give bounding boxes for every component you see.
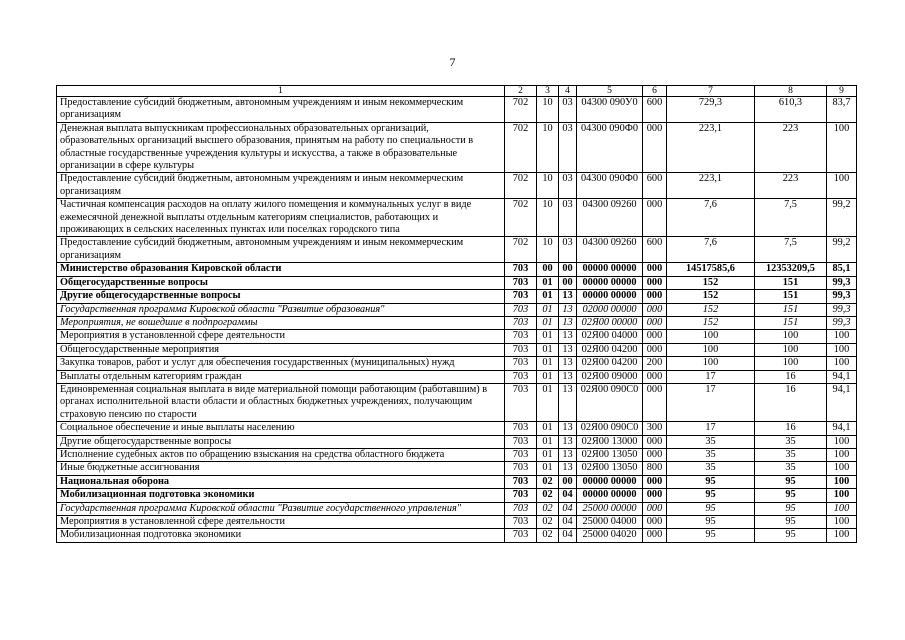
column-header: 3 bbox=[537, 86, 559, 97]
executed-amount-cell: 100 bbox=[755, 343, 827, 356]
target-article-cell: 04300 090Ф0 bbox=[577, 173, 643, 199]
row-name-cell: Частичная компенсация расходов на оплату жилого помещения и коммунальных услуг в виде ежемесячной денежной выплаты отдельным категориям специалистов, работающих и проживающих в сельских населенных пунктах или поселках городского типа bbox=[57, 199, 505, 237]
executed-amount-cell: 610,3 bbox=[755, 97, 827, 123]
table-row bbox=[57, 199, 857, 237]
target-article-cell: 00000 00000 bbox=[577, 489, 643, 502]
planned-amount-cell: 223,1 bbox=[667, 122, 755, 173]
target-article-cell: 02Я00 13050 bbox=[577, 462, 643, 475]
subsection-code-cell: 13 bbox=[559, 422, 577, 435]
table-body bbox=[57, 86, 857, 543]
ministry-code-cell: 703 bbox=[505, 290, 537, 303]
expense-type-cell: 300 bbox=[643, 422, 667, 435]
row-name-cell: Единовременная социальная выплата в виде материальной помощи работающим (работавшим) в органах исполнительной власти области и областных бюджетных учреждениях, получающим страховую пенсию по старости bbox=[57, 383, 505, 421]
ministry-code-cell: 703 bbox=[505, 303, 537, 316]
column-header: 4 bbox=[559, 86, 577, 97]
table-row bbox=[57, 303, 857, 316]
execution-percent-cell: 100 bbox=[827, 330, 857, 343]
executed-amount-cell: 7,5 bbox=[755, 237, 827, 263]
subsection-code-cell: 04 bbox=[559, 489, 577, 502]
ministry-code-cell: 703 bbox=[505, 343, 537, 356]
target-article-cell: 04300 090Ф0 bbox=[577, 122, 643, 173]
expense-type-cell: 000 bbox=[643, 370, 667, 383]
executed-amount-cell: 35 bbox=[755, 435, 827, 448]
ministry-code-cell: 703 bbox=[505, 330, 537, 343]
target-article-cell: 02Я00 090С0 bbox=[577, 383, 643, 421]
execution-percent-cell: 100 bbox=[827, 435, 857, 448]
table-row bbox=[57, 290, 857, 303]
row-name-cell: Государственная программа Кировской области "Развитие государственного управления" bbox=[57, 502, 505, 515]
subsection-code-cell: 13 bbox=[559, 448, 577, 461]
table-row bbox=[57, 516, 857, 529]
target-article-cell: 02Я00 00000 bbox=[577, 316, 643, 329]
table-row bbox=[57, 316, 857, 329]
target-article-cell: 04300 090У0 bbox=[577, 97, 643, 123]
execution-percent-cell: 100 bbox=[827, 502, 857, 515]
row-name-cell: Мероприятия в установленной сфере деятельности bbox=[57, 516, 505, 529]
target-article-cell: 02Я00 13050 bbox=[577, 448, 643, 461]
row-name-cell: Национальная оборона bbox=[57, 475, 505, 488]
execution-percent-cell: 99,3 bbox=[827, 303, 857, 316]
expense-type-cell: 000 bbox=[643, 475, 667, 488]
ministry-code-cell: 703 bbox=[505, 422, 537, 435]
expense-type-cell: 000 bbox=[643, 199, 667, 237]
target-article-cell: 02Я00 090С0 bbox=[577, 422, 643, 435]
target-article-cell: 25000 04000 bbox=[577, 516, 643, 529]
row-name-cell: Мобилизационная подготовка экономики bbox=[57, 489, 505, 502]
ministry-code-cell: 702 bbox=[505, 237, 537, 263]
table-row bbox=[57, 448, 857, 461]
section-code-cell: 01 bbox=[537, 370, 559, 383]
executed-amount-cell: 16 bbox=[755, 383, 827, 421]
expense-type-cell: 000 bbox=[643, 316, 667, 329]
section-code-cell: 10 bbox=[537, 199, 559, 237]
ministry-code-cell: 703 bbox=[505, 316, 537, 329]
planned-amount-cell: 95 bbox=[667, 502, 755, 515]
table-header-row bbox=[57, 86, 857, 97]
table-row bbox=[57, 475, 857, 488]
table-row bbox=[57, 435, 857, 448]
planned-amount-cell: 223,1 bbox=[667, 173, 755, 199]
table-row bbox=[57, 173, 857, 199]
execution-percent-cell: 94,1 bbox=[827, 370, 857, 383]
planned-amount-cell: 17 bbox=[667, 422, 755, 435]
table-row bbox=[57, 502, 857, 515]
subsection-code-cell: 00 bbox=[559, 475, 577, 488]
executed-amount-cell: 151 bbox=[755, 290, 827, 303]
subsection-code-cell: 13 bbox=[559, 330, 577, 343]
executed-amount-cell: 95 bbox=[755, 516, 827, 529]
planned-amount-cell: 95 bbox=[667, 529, 755, 542]
column-header: 2 bbox=[505, 86, 537, 97]
target-article-cell: 00000 00000 bbox=[577, 276, 643, 289]
expense-type-cell: 600 bbox=[643, 97, 667, 123]
ministry-code-cell: 703 bbox=[505, 357, 537, 370]
execution-percent-cell: 100 bbox=[827, 343, 857, 356]
table-row bbox=[57, 529, 857, 542]
section-code-cell: 10 bbox=[537, 237, 559, 263]
subsection-code-cell: 04 bbox=[559, 516, 577, 529]
execution-percent-cell: 100 bbox=[827, 529, 857, 542]
table-row bbox=[57, 489, 857, 502]
ministry-code-cell: 703 bbox=[505, 435, 537, 448]
row-name-cell: Мобилизационная подготовка экономики bbox=[57, 529, 505, 542]
target-article-cell: 04300 09260 bbox=[577, 199, 643, 237]
subsection-code-cell: 00 bbox=[559, 263, 577, 276]
ministry-code-cell: 703 bbox=[505, 276, 537, 289]
table-row bbox=[57, 370, 857, 383]
planned-amount-cell: 95 bbox=[667, 475, 755, 488]
executed-amount-cell: 35 bbox=[755, 448, 827, 461]
executed-amount-cell: 35 bbox=[755, 462, 827, 475]
planned-amount-cell: 17 bbox=[667, 370, 755, 383]
budget-table bbox=[56, 85, 857, 543]
ministry-code-cell: 702 bbox=[505, 97, 537, 123]
planned-amount-cell: 729,3 bbox=[667, 97, 755, 123]
expense-type-cell: 200 bbox=[643, 357, 667, 370]
subsection-code-cell: 00 bbox=[559, 276, 577, 289]
planned-amount-cell: 152 bbox=[667, 290, 755, 303]
planned-amount-cell: 152 bbox=[667, 303, 755, 316]
table-row bbox=[57, 357, 857, 370]
subsection-code-cell: 03 bbox=[559, 237, 577, 263]
row-name-cell: Предоставление субсидий бюджетным, автономным учреждениям и иным некоммерческим организациям bbox=[57, 173, 505, 199]
planned-amount-cell: 35 bbox=[667, 448, 755, 461]
section-code-cell: 01 bbox=[537, 462, 559, 475]
row-name-cell: Социальное обеспечение и иные выплаты населению bbox=[57, 422, 505, 435]
table-row bbox=[57, 276, 857, 289]
row-name-cell: Выплаты отдельным категориям граждан bbox=[57, 370, 505, 383]
subsection-code-cell: 13 bbox=[559, 316, 577, 329]
expense-type-cell: 000 bbox=[643, 263, 667, 276]
column-header: 7 bbox=[667, 86, 755, 97]
planned-amount-cell: 100 bbox=[667, 330, 755, 343]
row-name-cell: Предоставление субсидий бюджетным, автономным учреждениям и иным некоммерческим организациям bbox=[57, 97, 505, 123]
section-code-cell: 02 bbox=[537, 529, 559, 542]
executed-amount-cell: 151 bbox=[755, 316, 827, 329]
ministry-code-cell: 702 bbox=[505, 199, 537, 237]
executed-amount-cell: 151 bbox=[755, 276, 827, 289]
executed-amount-cell: 16 bbox=[755, 422, 827, 435]
table-row bbox=[57, 122, 857, 173]
planned-amount-cell: 100 bbox=[667, 357, 755, 370]
section-code-cell: 01 bbox=[537, 290, 559, 303]
execution-percent-cell: 94,1 bbox=[827, 422, 857, 435]
execution-percent-cell: 100 bbox=[827, 475, 857, 488]
row-name-cell: Закупка товаров, работ и услуг для обеспечения государственных (муниципальных) нужд bbox=[57, 357, 505, 370]
execution-percent-cell: 100 bbox=[827, 448, 857, 461]
execution-percent-cell: 99,3 bbox=[827, 316, 857, 329]
section-code-cell: 10 bbox=[537, 173, 559, 199]
ministry-code-cell: 703 bbox=[505, 370, 537, 383]
executed-amount-cell: 12353209,5 bbox=[755, 263, 827, 276]
target-article-cell: 25000 00000 bbox=[577, 502, 643, 515]
executed-amount-cell: 223 bbox=[755, 173, 827, 199]
table-row bbox=[57, 330, 857, 343]
planned-amount-cell: 17 bbox=[667, 383, 755, 421]
executed-amount-cell: 100 bbox=[755, 357, 827, 370]
planned-amount-cell: 35 bbox=[667, 462, 755, 475]
execution-percent-cell: 100 bbox=[827, 122, 857, 173]
ministry-code-cell: 703 bbox=[505, 516, 537, 529]
execution-percent-cell: 100 bbox=[827, 516, 857, 529]
row-name-cell: Государственная программа Кировской области "Развитие образования" bbox=[57, 303, 505, 316]
section-code-cell: 10 bbox=[537, 97, 559, 123]
expense-type-cell: 600 bbox=[643, 237, 667, 263]
column-header: 8 bbox=[755, 86, 827, 97]
execution-percent-cell: 83,7 bbox=[827, 97, 857, 123]
ministry-code-cell: 702 bbox=[505, 122, 537, 173]
table-row bbox=[57, 263, 857, 276]
section-code-cell: 01 bbox=[537, 343, 559, 356]
executed-amount-cell: 151 bbox=[755, 303, 827, 316]
section-code-cell: 02 bbox=[537, 475, 559, 488]
target-article-cell: 00000 00000 bbox=[577, 290, 643, 303]
subsection-code-cell: 03 bbox=[559, 173, 577, 199]
executed-amount-cell: 95 bbox=[755, 502, 827, 515]
row-name-cell: Общегосударственные вопросы bbox=[57, 276, 505, 289]
ministry-code-cell: 703 bbox=[505, 489, 537, 502]
target-article-cell: 00000 00000 bbox=[577, 475, 643, 488]
row-name-cell: Иные бюджетные ассигнования bbox=[57, 462, 505, 475]
executed-amount-cell: 95 bbox=[755, 529, 827, 542]
planned-amount-cell: 7,6 bbox=[667, 199, 755, 237]
subsection-code-cell: 03 bbox=[559, 199, 577, 237]
section-code-cell: 02 bbox=[537, 502, 559, 515]
table-row bbox=[57, 422, 857, 435]
column-header: 5 bbox=[577, 86, 643, 97]
planned-amount-cell: 7,6 bbox=[667, 237, 755, 263]
ministry-code-cell: 703 bbox=[505, 263, 537, 276]
expense-type-cell: 000 bbox=[643, 448, 667, 461]
expense-type-cell: 000 bbox=[643, 489, 667, 502]
section-code-cell: 01 bbox=[537, 422, 559, 435]
execution-percent-cell: 100 bbox=[827, 462, 857, 475]
section-code-cell: 01 bbox=[537, 316, 559, 329]
subsection-code-cell: 04 bbox=[559, 529, 577, 542]
target-article-cell: 02Я00 04000 bbox=[577, 330, 643, 343]
executed-amount-cell: 7,5 bbox=[755, 199, 827, 237]
expense-type-cell: 000 bbox=[643, 330, 667, 343]
subsection-code-cell: 04 bbox=[559, 502, 577, 515]
section-code-cell: 01 bbox=[537, 276, 559, 289]
execution-percent-cell: 99,2 bbox=[827, 237, 857, 263]
expense-type-cell: 000 bbox=[643, 290, 667, 303]
row-name-cell: Предоставление субсидий бюджетным, автономным учреждениям и иным некоммерческим организациям bbox=[57, 237, 505, 263]
page-number: 7 bbox=[449, 55, 456, 69]
execution-percent-cell: 100 bbox=[827, 489, 857, 502]
ministry-code-cell: 703 bbox=[505, 475, 537, 488]
planned-amount-cell: 35 bbox=[667, 435, 755, 448]
table-row bbox=[57, 383, 857, 421]
row-name-cell: Общегосударственные мероприятия bbox=[57, 343, 505, 356]
execution-percent-cell: 99,3 bbox=[827, 276, 857, 289]
execution-percent-cell: 100 bbox=[827, 173, 857, 199]
ministry-code-cell: 703 bbox=[505, 448, 537, 461]
ministry-code-cell: 703 bbox=[505, 383, 537, 421]
table-row bbox=[57, 97, 857, 123]
section-code-cell: 01 bbox=[537, 330, 559, 343]
execution-percent-cell: 85,1 bbox=[827, 263, 857, 276]
section-code-cell: 01 bbox=[537, 357, 559, 370]
planned-amount-cell: 152 bbox=[667, 316, 755, 329]
column-header: 1 bbox=[57, 86, 505, 97]
executed-amount-cell: 223 bbox=[755, 122, 827, 173]
table-row bbox=[57, 462, 857, 475]
row-name-cell: Мероприятия в установленной сфере деятельности bbox=[57, 330, 505, 343]
target-article-cell: 02000 00000 bbox=[577, 303, 643, 316]
ministry-code-cell: 703 bbox=[505, 502, 537, 515]
expense-type-cell: 000 bbox=[643, 276, 667, 289]
row-name-cell: Мероприятия, не вошедшие в подпрограммы bbox=[57, 316, 505, 329]
target-article-cell: 25000 04020 bbox=[577, 529, 643, 542]
section-code-cell: 10 bbox=[537, 122, 559, 173]
row-name-cell: Министерство образования Кировской области bbox=[57, 263, 505, 276]
target-article-cell: 04300 09260 bbox=[577, 237, 643, 263]
target-article-cell: 02Я00 13000 bbox=[577, 435, 643, 448]
subsection-code-cell: 13 bbox=[559, 290, 577, 303]
executed-amount-cell: 100 bbox=[755, 330, 827, 343]
ministry-code-cell: 702 bbox=[505, 173, 537, 199]
row-name-cell: Другие общегосударственные вопросы bbox=[57, 435, 505, 448]
expense-type-cell: 000 bbox=[643, 122, 667, 173]
expense-type-cell: 800 bbox=[643, 462, 667, 475]
ministry-code-cell: 703 bbox=[505, 529, 537, 542]
subsection-code-cell: 13 bbox=[559, 435, 577, 448]
planned-amount-cell: 14517585,6 bbox=[667, 263, 755, 276]
table-row bbox=[57, 237, 857, 263]
section-code-cell: 01 bbox=[537, 448, 559, 461]
target-article-cell: 02Я00 09000 bbox=[577, 370, 643, 383]
section-code-cell: 01 bbox=[537, 435, 559, 448]
column-header: 9 bbox=[827, 86, 857, 97]
expense-type-cell: 000 bbox=[643, 529, 667, 542]
subsection-code-cell: 03 bbox=[559, 122, 577, 173]
execution-percent-cell: 100 bbox=[827, 357, 857, 370]
ministry-code-cell: 703 bbox=[505, 462, 537, 475]
subsection-code-cell: 13 bbox=[559, 370, 577, 383]
section-code-cell: 02 bbox=[537, 516, 559, 529]
subsection-code-cell: 13 bbox=[559, 462, 577, 475]
expense-type-cell: 600 bbox=[643, 173, 667, 199]
table-row bbox=[57, 343, 857, 356]
section-code-cell: 01 bbox=[537, 383, 559, 421]
expense-type-cell: 000 bbox=[643, 435, 667, 448]
expense-type-cell: 000 bbox=[643, 516, 667, 529]
row-name-cell: Исполнение судебных актов по обращению взыскания на средства областного бюджета bbox=[57, 448, 505, 461]
executed-amount-cell: 16 bbox=[755, 370, 827, 383]
execution-percent-cell: 99,2 bbox=[827, 199, 857, 237]
planned-amount-cell: 100 bbox=[667, 343, 755, 356]
planned-amount-cell: 95 bbox=[667, 516, 755, 529]
expense-type-cell: 000 bbox=[643, 303, 667, 316]
target-article-cell: 02Я00 04200 bbox=[577, 343, 643, 356]
expense-type-cell: 000 bbox=[643, 502, 667, 515]
planned-amount-cell: 95 bbox=[667, 489, 755, 502]
column-header: 6 bbox=[643, 86, 667, 97]
section-code-cell: 00 bbox=[537, 263, 559, 276]
subsection-code-cell: 03 bbox=[559, 97, 577, 123]
execution-percent-cell: 94,1 bbox=[827, 383, 857, 421]
executed-amount-cell: 95 bbox=[755, 489, 827, 502]
subsection-code-cell: 13 bbox=[559, 343, 577, 356]
target-article-cell: 02Я00 04200 bbox=[577, 357, 643, 370]
section-code-cell: 02 bbox=[537, 489, 559, 502]
expense-type-cell: 000 bbox=[643, 343, 667, 356]
subsection-code-cell: 13 bbox=[559, 303, 577, 316]
planned-amount-cell: 152 bbox=[667, 276, 755, 289]
section-code-cell: 01 bbox=[537, 303, 559, 316]
execution-percent-cell: 99,3 bbox=[827, 290, 857, 303]
subsection-code-cell: 13 bbox=[559, 357, 577, 370]
row-name-cell: Денежная выплата выпускникам профессиональных образовательных организаций, образовательных организаций высшего образования, принятым на работу по специальности в областные государственные учреждения культуры и искусства, а также в образовательные организации в сфере культуры bbox=[57, 122, 505, 173]
subsection-code-cell: 13 bbox=[559, 383, 577, 421]
executed-amount-cell: 95 bbox=[755, 475, 827, 488]
expense-type-cell: 000 bbox=[643, 383, 667, 421]
row-name-cell: Другие общегосударственные вопросы bbox=[57, 290, 505, 303]
target-article-cell: 00000 00000 bbox=[577, 263, 643, 276]
